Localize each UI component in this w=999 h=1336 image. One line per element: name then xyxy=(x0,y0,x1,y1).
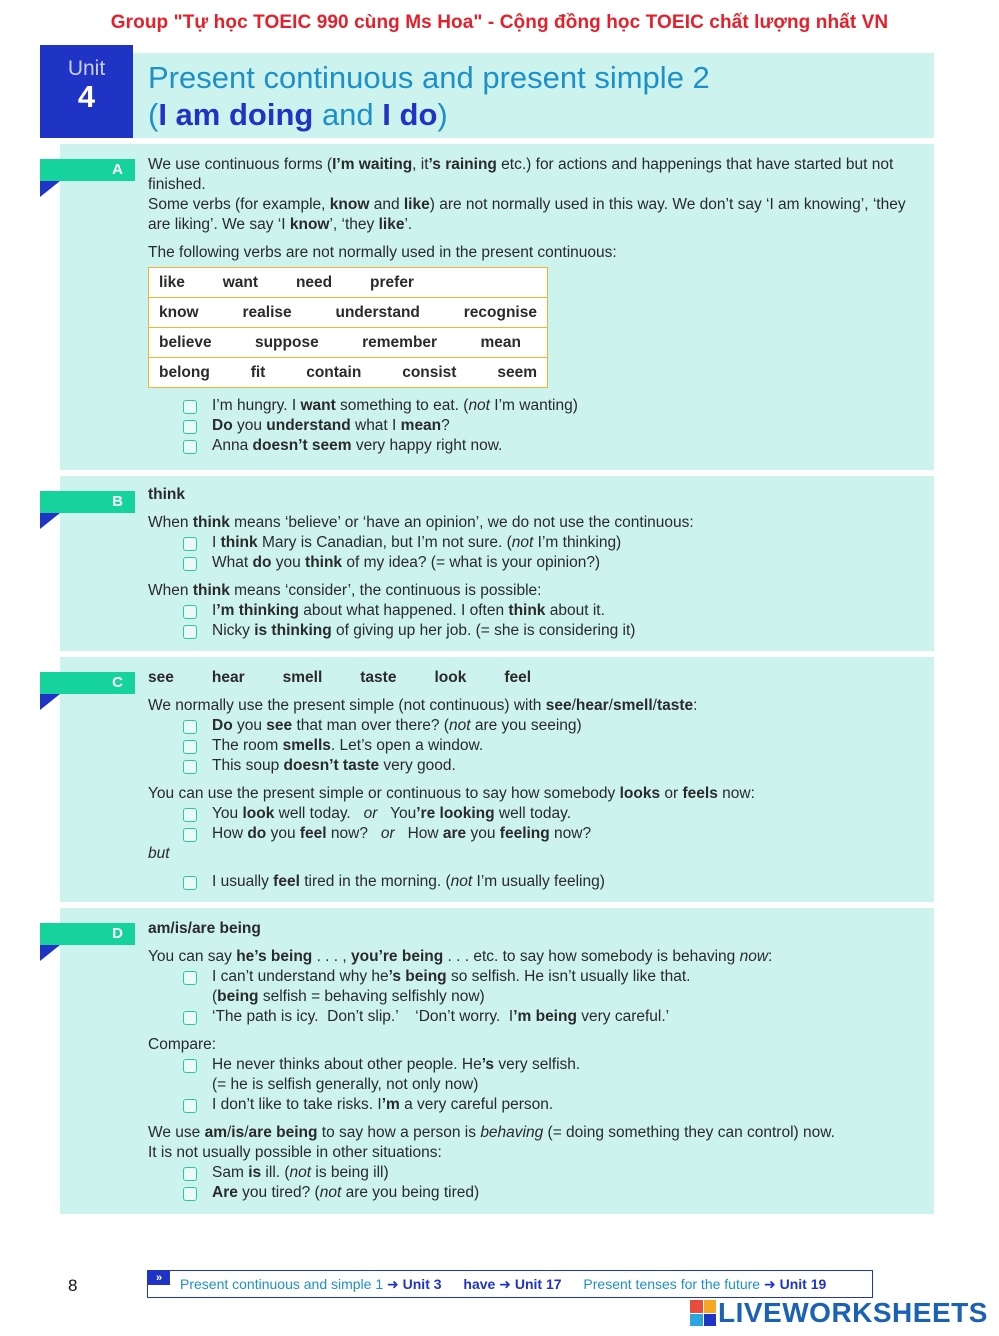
example-line: How do you feel now? or How are you feeling now? xyxy=(148,824,908,844)
section-b-content xyxy=(148,485,908,641)
example-line: I don’t like to take risks. I’m a very careful person. xyxy=(148,1095,918,1115)
paragraph: You can say he’s being . . . , you’re being . . . etc. to say how somebody is behaving now: xyxy=(148,948,773,965)
example-line: ‘The path is icy. Don’t slip.’ ‘Don’t worry. I’m being very careful.’ xyxy=(148,1007,918,1027)
xref-link-unit-17[interactable]: have ➜ Unit 17 xyxy=(463,1276,562,1292)
table-cell: know realise understand recognise xyxy=(149,298,548,328)
example-line: I think Mary is Canadian, but I’m not sure. (not I’m thinking) xyxy=(148,533,908,553)
section-heading: think xyxy=(148,486,186,503)
section-a-tab: A xyxy=(40,159,135,181)
table-row xyxy=(149,328,548,358)
section-c-tab: C xyxy=(40,672,135,694)
table-cell: belong fit contain consist seem xyxy=(149,358,548,388)
cross-reference-bar xyxy=(147,1270,873,1298)
section-d xyxy=(60,908,934,1214)
example-line: I’m thinking about what happened. I often think about it. xyxy=(148,601,908,621)
title-bar xyxy=(133,53,934,138)
liveworksheets-logo xyxy=(690,1298,988,1328)
example-line: Do you see that man over there? (not are you seeing) xyxy=(148,716,908,736)
table-cell: believe suppose remember mean xyxy=(149,328,548,358)
section-heading: see hear smell taste look feel xyxy=(148,669,532,686)
page-subtitle: (I am doing and I do) xyxy=(148,97,448,132)
paragraph: We use continuous forms (I’m waiting, it’s raining etc.) for actions and happenings that have started but not finished. xyxy=(148,156,894,193)
double-chevron-icon: » xyxy=(148,1271,170,1285)
paragraph: We use am/is/are being to say how a person is behaving (= doing something they can control) now. xyxy=(148,1124,835,1141)
table-row xyxy=(149,358,548,388)
section-a-content xyxy=(148,155,908,456)
paragraph: When think means ‘consider’, the continuous is possible: xyxy=(148,582,542,599)
paragraph: Some verbs (for example, know and like) are not normally used in this way. We don’t say ‘I am knowing’, ‘they are liking’. We say ‘I know’, ‘they like’. xyxy=(148,196,906,233)
paragraph: The following verbs are not normally used in the present continuous: xyxy=(148,244,617,261)
paragraph: You can use the present simple or continuous to say how somebody looks or feels now: xyxy=(148,785,755,802)
example-line: Nicky is thinking of giving up her job. (= she is considering it) xyxy=(148,621,908,641)
example-line: You look well today. or You’re looking well today. xyxy=(148,804,908,824)
table-cell: like want need prefer xyxy=(149,268,548,298)
paragraph: It is not usually possible in other situations: xyxy=(148,1144,442,1161)
example-line: Anna doesn’t seem very happy right now. xyxy=(148,436,908,456)
section-d-tab: D xyxy=(40,923,135,945)
example-line: I usually feel tired in the morning. (not I’m usually feeling) xyxy=(148,872,908,892)
paragraph: We normally use the present simple (not continuous) with see/hear/smell/taste: xyxy=(148,697,698,714)
example-line: The room smells. Let’s open a window. xyxy=(148,736,908,756)
verb-table xyxy=(148,267,548,388)
paragraph: Compare: xyxy=(148,1036,217,1053)
xref-link-unit-19[interactable]: Present tenses for the future ➜ Unit 19 xyxy=(583,1276,827,1292)
section-c xyxy=(60,657,934,902)
unit-number: 4 xyxy=(77,79,96,114)
example-line: Do you understand what I mean? xyxy=(148,416,908,436)
page-number: 8 xyxy=(68,1276,78,1295)
xref-link-unit-3[interactable]: Present continuous and simple 1 ➜ Unit 3 xyxy=(180,1276,442,1292)
example-line: I can’t understand why he’s being so selfish. He isn’t usually like that. xyxy=(148,967,918,987)
section-b-tab: B xyxy=(40,491,135,513)
section-a xyxy=(60,144,934,470)
example-line: He never thinks about other people. He’s very selfish. xyxy=(148,1055,918,1075)
table-row xyxy=(149,268,548,298)
banner: Group "Tự học TOEIC 990 cùng Ms Hoa" - Cộng đồng học TOEIC chất lượng nhất VN xyxy=(110,12,889,33)
page-title: Present continuous and present simple 2 xyxy=(148,60,710,95)
liveworksheets-logo-icon xyxy=(690,1300,716,1326)
example-line: What do you think of my idea? (= what is your opinion?) xyxy=(148,553,908,573)
unit-label: Unit xyxy=(67,57,106,80)
example-line: (being selfish = behaving selfishly now) xyxy=(212,988,485,1005)
section-b xyxy=(60,476,934,651)
paragraph: When think means ‘believe’ or ‘have an opinion’, we do not use the continuous: xyxy=(148,514,694,531)
example-line: I’m hungry. I want something to eat. (not I’m wanting) xyxy=(148,396,908,416)
table-row xyxy=(149,298,548,328)
example-line: Sam is ill. (not is being ill) xyxy=(148,1163,918,1183)
example-line: This soup doesn’t taste very good. xyxy=(148,756,908,776)
but-label: but xyxy=(148,845,170,862)
liveworksheets-wordmark: LIVEWORKSHEETS xyxy=(718,1297,988,1328)
section-c-content xyxy=(148,668,908,892)
example-line: Are you tired? (not are you being tired) xyxy=(148,1183,918,1203)
unit-badge xyxy=(40,45,133,138)
section-d-content xyxy=(148,919,918,1203)
example-line: (= he is selfish generally, not only now) xyxy=(212,1076,479,1093)
section-heading: am/is/are being xyxy=(148,920,261,937)
